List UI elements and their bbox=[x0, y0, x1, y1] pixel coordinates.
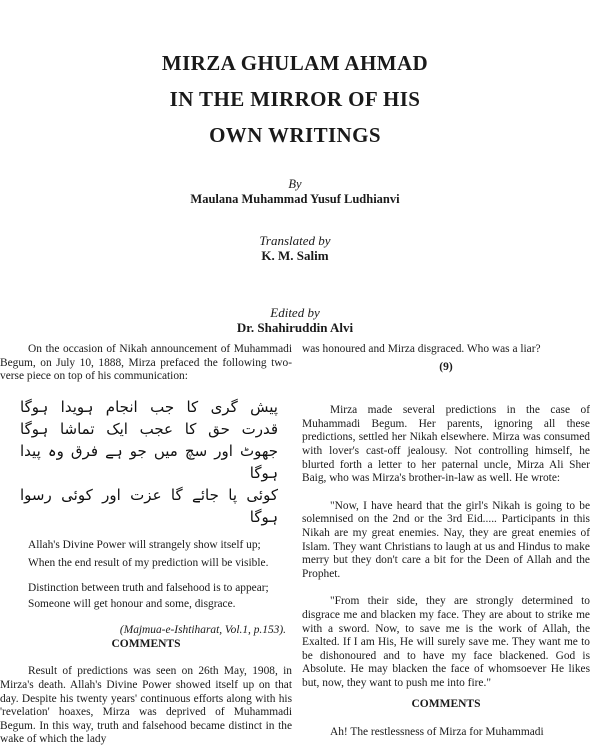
verse-translation: Someone will get honour and some, disgrace. bbox=[28, 597, 236, 610]
final-paragraph: Ah! The restlessness of Mirza for Muhammadi bbox=[330, 726, 544, 739]
urdu-line: کوئی پا جائے گا عزت اور کوئی رسوا ہوگا bbox=[20, 485, 278, 526]
urdu-line: پیش گری کا جب انجام ہویدا ہوگا bbox=[20, 397, 278, 416]
continuation-line: was honoured and Mirza disgraced. Who was a liar? bbox=[302, 343, 541, 355]
by-label: By bbox=[288, 177, 302, 191]
title-line-2: IN THE MIRROR OF HIS bbox=[169, 87, 421, 111]
author-name: Maulana Muhammad Yusuf Ludhianvi bbox=[190, 192, 400, 206]
left-column bbox=[0, 343, 292, 747]
editor-name: Dr. Shahiruddin Alvi bbox=[236, 320, 354, 335]
urdu-verse-block bbox=[0, 396, 292, 528]
translated-label: Translated by bbox=[259, 233, 331, 248]
intro-paragraph: On the occasion of Nikah announcement of Muhammadi Begum, on July 10, 1888, Mirza prefaced the following two-verse piece on top of his communication: bbox=[0, 343, 292, 383]
verse-translation: When the end result of my prediction will be visible. bbox=[28, 557, 269, 570]
comments-heading: COMMENTS bbox=[411, 698, 481, 711]
edited-label: Edited by bbox=[270, 305, 320, 320]
urdu-line: قدرت حق کا عجب ایک تماشا ہوگا bbox=[20, 419, 278, 438]
right-column bbox=[302, 343, 590, 740]
citation: (Majmua-e-Ishtiharat, Vol.1, p.153). bbox=[119, 624, 286, 637]
verse-translation: Allah's Divine Power will strangely show itself up; bbox=[28, 538, 261, 551]
paragraph: Mirza made several predictions in the case of Muhammadi Begum. Her parents, ignoring all these predictions, settled her Nikah elsewhere. Mirza was consumed with lover's cast-off jealousy. Not controlling himself, he blurted forth a letter to her paternal uncle, Mirza Ali Sher Baig, who was Mirza's brother-in-law as well. He wrote: bbox=[302, 404, 590, 485]
quote-paragraph: "From their side, they are strongly determined to disgrace me and blacken my face. They are about to strike me with a sword. Now, to save me is the work of Allah, the Exalted. If I am His, He will surely save me. They want me to be dishonoured and to have my face blackened. God is Absolute. He may blacken the face of whomsoever He likes but, now, they want to push me into fire." bbox=[302, 595, 590, 689]
title-line-1: MIRZA GHULAM AHMAD bbox=[161, 51, 429, 75]
title-line-3: OWN WRITINGS bbox=[209, 123, 381, 147]
translator-name: K. M. Salim bbox=[261, 248, 329, 263]
urdu-line: جھوٹ اور سچ میں جو ہے فرق وہ پیدا ہوگا bbox=[20, 441, 278, 482]
verse-translation: Distinction between truth and falsehood is to appear; bbox=[28, 581, 269, 594]
comments-paragraph: Result of predictions was seen on 26th May, 1908, in Mirza's death. Allah's Divine Power showed itself up on that day. Despite his twenty years' continuous efforts along with his 'revelation' hoaxes, Mirza was deprived of Muhammadi Begum. In this way, truth and falsehood became distinct in the wake of which the lady bbox=[0, 665, 292, 746]
quote-paragraph: "Now, I have heard that the girl's Nikah is going to be solemnised on the 2nd or the 3rd Eid..... Participants in this Nikah are my great enemies. Nay, they are great enemies of Islam. They want Christians to laugh at us and Hindus to make merry but they don't care a bit for the Deen of Allah and the Prophet. bbox=[302, 499, 590, 580]
comments-heading: COMMENTS bbox=[111, 637, 181, 650]
section-number: (9) bbox=[439, 360, 453, 373]
